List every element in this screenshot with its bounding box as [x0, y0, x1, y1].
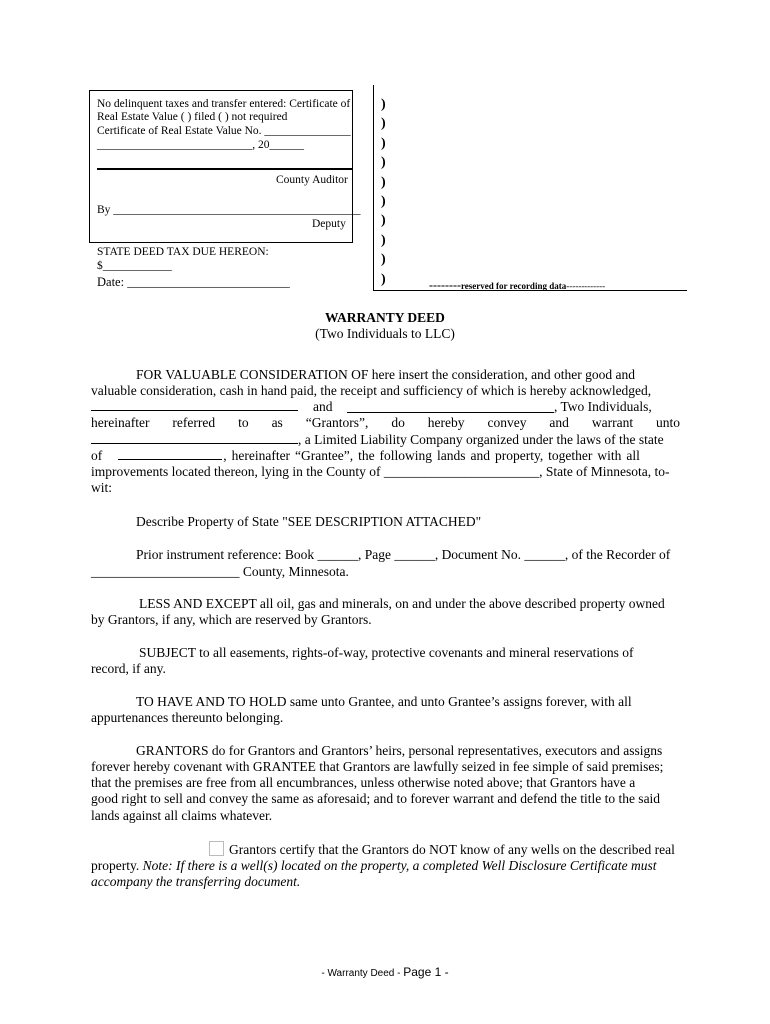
word: referred [172, 415, 216, 430]
subject-line-2: record, if any. [91, 661, 166, 676]
deed-tax-label: STATE DEED TAX DUE HEREON: [97, 246, 269, 258]
recording-area-divider [373, 85, 374, 290]
page-footer [0, 965, 770, 979]
reserved-text: reserved for recording data [460, 281, 567, 291]
word: unto [656, 415, 681, 430]
word: warrant [591, 415, 634, 430]
reserved-dashes-right: ------------- [566, 281, 606, 291]
page-number: Page 1 - [403, 965, 449, 979]
grantee-line [91, 432, 664, 448]
word: to [238, 415, 249, 430]
auditor-line-1: No delinquent taxes and transfer entered: Certificate of [97, 98, 351, 110]
deed-tax-date: Date: __________________________ [97, 275, 290, 289]
state-line [91, 448, 680, 464]
paren: ) [381, 155, 386, 171]
wit-line: wit: [91, 480, 113, 495]
habendum-line-1: TO HAVE AND TO HOLD same unto Grantee, and unto Grantee’s assigns forever, with all [136, 694, 632, 709]
prior-reference-line-2: ______________________ County, Minnesota. [91, 564, 349, 579]
county-auditor-label: County Auditor [276, 174, 348, 186]
grantor-1-blank[interactable] [91, 399, 298, 411]
grantor-names-line [91, 399, 680, 415]
grantee-name-blank[interactable] [91, 432, 298, 444]
llc-text: , a Limited Liability Company organized under the laws of the state [298, 432, 664, 447]
paren: ) [381, 194, 386, 210]
paren: ) [381, 116, 386, 132]
paren: ) [381, 271, 386, 287]
word: do [391, 415, 405, 430]
less-except-line-1: LESS AND EXCEPT all oil, gas and minerals, on and under the above described property owned [139, 596, 665, 611]
habendum-line-2: appurtenances thereunto belonging. [91, 710, 284, 725]
covenant-line-3: that the premises are free from all encumbrances, unless otherwise noted above; that Grantors have a [91, 775, 636, 790]
footer-doc-name: - Warranty Deed - [321, 968, 404, 979]
deed-tax-amount: $____________ [97, 260, 172, 272]
paren: ) [381, 232, 386, 248]
paren-column [381, 95, 386, 289]
paren: ) [381, 135, 386, 151]
word: hereby [427, 415, 465, 430]
document-title: WARRANTY DEED [325, 310, 445, 325]
paren: ) [381, 97, 386, 112]
auditor-line-4: ___________________________, 20______ [97, 139, 304, 151]
covenant-line-5: lands against all claims whatever. [91, 808, 273, 823]
auditor-line-2: Real Estate Value ( ) filed ( ) not required [97, 111, 288, 123]
consideration-line-2: valuable consideration, cash in hand paid, the receipt and sufficiency of which is hereby acknowledged, [91, 383, 652, 398]
word: as [271, 415, 283, 430]
hereinafter-line [91, 415, 680, 431]
wells-line-2 [91, 858, 657, 874]
word: “Grantors”, [305, 415, 369, 430]
no-wells-checkbox[interactable] [209, 841, 224, 856]
auditor-signature-rule [97, 168, 352, 170]
wells-note-text: Note: If there is a well(s) located on the property, a completed Well Disclosure Certificate must [142, 858, 657, 873]
covenant-line-1: GRANTORS do for Grantors and Grantors’ heirs, personal representatives, executors and assigns [136, 743, 663, 758]
paren: ) [381, 174, 386, 190]
covenant-line-4: good right to sell and convey the same as aforesaid; and to forever warrant and defend the title to the said [91, 791, 661, 806]
auditor-line-3: Certificate of Real Estate Value No. _______________ [97, 125, 351, 137]
of-word: of [91, 448, 103, 463]
wells-line-1: Grantors certify that the Grantors do NOT know of any wells on the described real [229, 842, 675, 857]
two-individuals-text: , Two Individuals, [554, 399, 652, 414]
word: convey [487, 415, 527, 430]
property-description: Describe Property of State "SEE DESCRIPTION ATTACHED" [136, 514, 482, 529]
wells-property-text: property. [91, 858, 143, 873]
less-except-line-2: by Grantors, if any, which are reserved by Grantors. [91, 612, 372, 627]
document-subtitle: (Two Individuals to LLC) [315, 326, 455, 341]
covenant-line-2: forever hereby covenant with GRANTEE that Grantors are lawfully seized in fee simple of said premises; [91, 759, 664, 774]
subject-line-1: SUBJECT to all easements, rights-of-way, protective covenants and mineral reservations of [139, 645, 634, 660]
paren: ) [381, 213, 386, 229]
deputy-label: Deputy [312, 218, 346, 230]
reserved-recording-label [429, 278, 605, 293]
grantor-2-blank[interactable] [347, 401, 554, 413]
consideration-line-1: FOR VALUABLE CONSIDERATION OF here insert the consideration, and other good and [136, 367, 635, 382]
reserved-dashes-left: -------- [429, 278, 461, 292]
paren: ) [381, 252, 386, 268]
state-blank[interactable] [118, 448, 222, 460]
wells-line-3: accompany the transferring document. [91, 874, 301, 889]
word: and [549, 415, 569, 430]
grantee-text: , hereinafter “Grantee”, the following lands and property, together with all [223, 448, 640, 463]
word: hereinafter [91, 415, 150, 430]
county-line: improvements located thereon, lying in the County of _______________________, State of Minnesota, to- [91, 464, 670, 479]
by-line: By ___________________________________________ [97, 204, 361, 216]
prior-reference-line-1: Prior instrument reference: Book ______, Page ______, Document No. ______, of the Recorder of [136, 547, 671, 562]
and-word: and [313, 399, 333, 414]
